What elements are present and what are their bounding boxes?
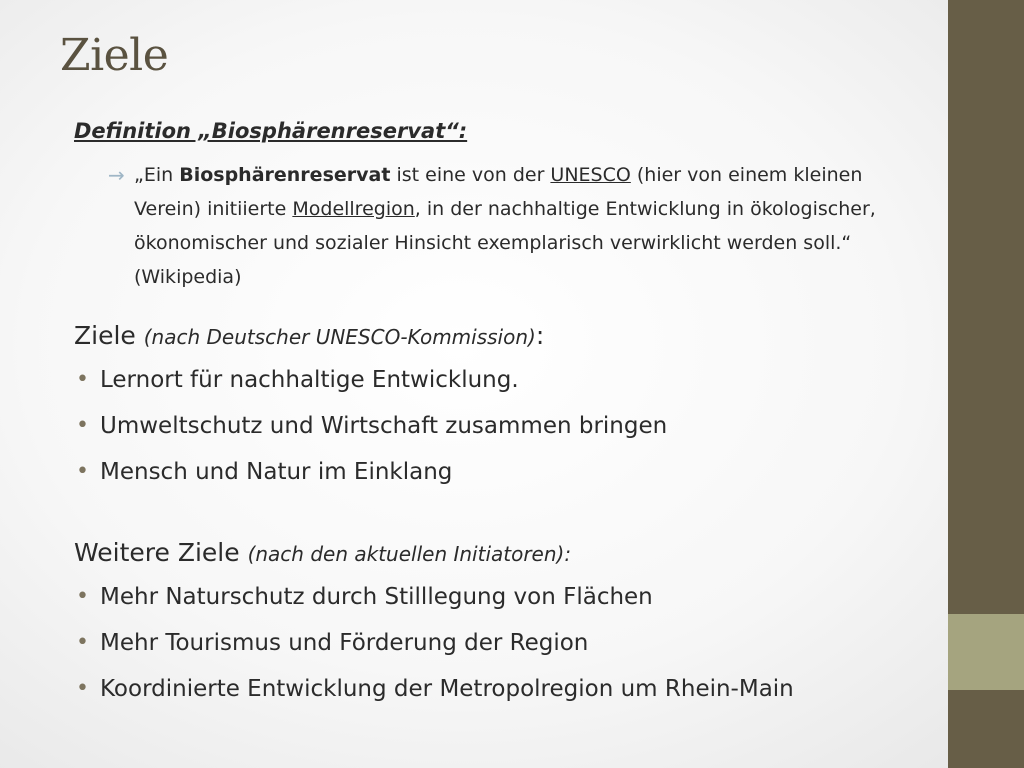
bullet-icon: •: [76, 584, 89, 609]
ziele-heading-text: Ziele: [74, 321, 136, 350]
bullet-icon: •: [76, 459, 89, 484]
list-item: [74, 357, 934, 403]
definition-heading: Definition „Biosphärenreservat“:: [74, 119, 468, 143]
list-item: [74, 403, 934, 449]
unesco-link[interactable]: UNESCO: [550, 164, 631, 186]
quote-text-1: „Ein: [134, 164, 180, 186]
bullet-icon: •: [76, 676, 89, 701]
weitere-heading-source: (nach den aktuellen Initiatoren):: [247, 542, 572, 566]
arrow-right-icon: →: [108, 163, 125, 187]
ziele-heading-source: (nach Deutscher UNESCO-Kommission): [143, 325, 536, 349]
weitere-ziele-list: [74, 574, 934, 712]
quote-text-4: , in der nachhaltige Entwicklung in ökologischer, ökonomischer und sozialer Hinsicht exemplarisch verwirklicht werden soll.“ (Wikipedia): [134, 198, 876, 288]
list-item-text: Umweltschutz und Wirtschaft zusammen bringen: [100, 413, 668, 439]
list-item: [74, 666, 934, 712]
weitere-ziele-heading: [74, 535, 934, 572]
definition-quote: [108, 158, 934, 294]
quote-text-2: ist eine von der: [390, 164, 551, 186]
quote-term: Biosphärenreservat: [179, 164, 391, 186]
ziele-heading-colon: :: [535, 321, 545, 350]
bullet-icon: •: [76, 630, 89, 655]
list-item-text: Mehr Naturschutz durch Stilllegung von Flächen: [100, 584, 653, 610]
decorative-sidebar-accent: [948, 614, 1024, 690]
list-item-text: Mensch und Natur im Einklang: [100, 459, 453, 485]
bullet-icon: •: [76, 367, 89, 392]
ziele-heading: [74, 318, 934, 355]
list-item-text: Lernort für nachhaltige Entwicklung.: [100, 367, 519, 393]
list-item: [74, 620, 934, 666]
bullet-icon: •: [76, 413, 89, 438]
list-item: [74, 449, 934, 495]
slide-title: Ziele: [60, 30, 169, 81]
list-item-text: Koordinierte Entwicklung der Metropolregion um Rhein-Main: [100, 676, 794, 702]
ziele-list: [74, 357, 934, 495]
quote-text-3: (hier von einem kleinen Verein) initiierte: [134, 164, 863, 220]
weitere-heading-text: Weitere Ziele: [74, 538, 240, 567]
list-item-text: Mehr Tourismus und Förderung der Region: [100, 630, 589, 656]
list-item: [74, 574, 934, 620]
slide-content: [74, 116, 934, 712]
modellregion-link[interactable]: Modellregion: [292, 198, 415, 220]
